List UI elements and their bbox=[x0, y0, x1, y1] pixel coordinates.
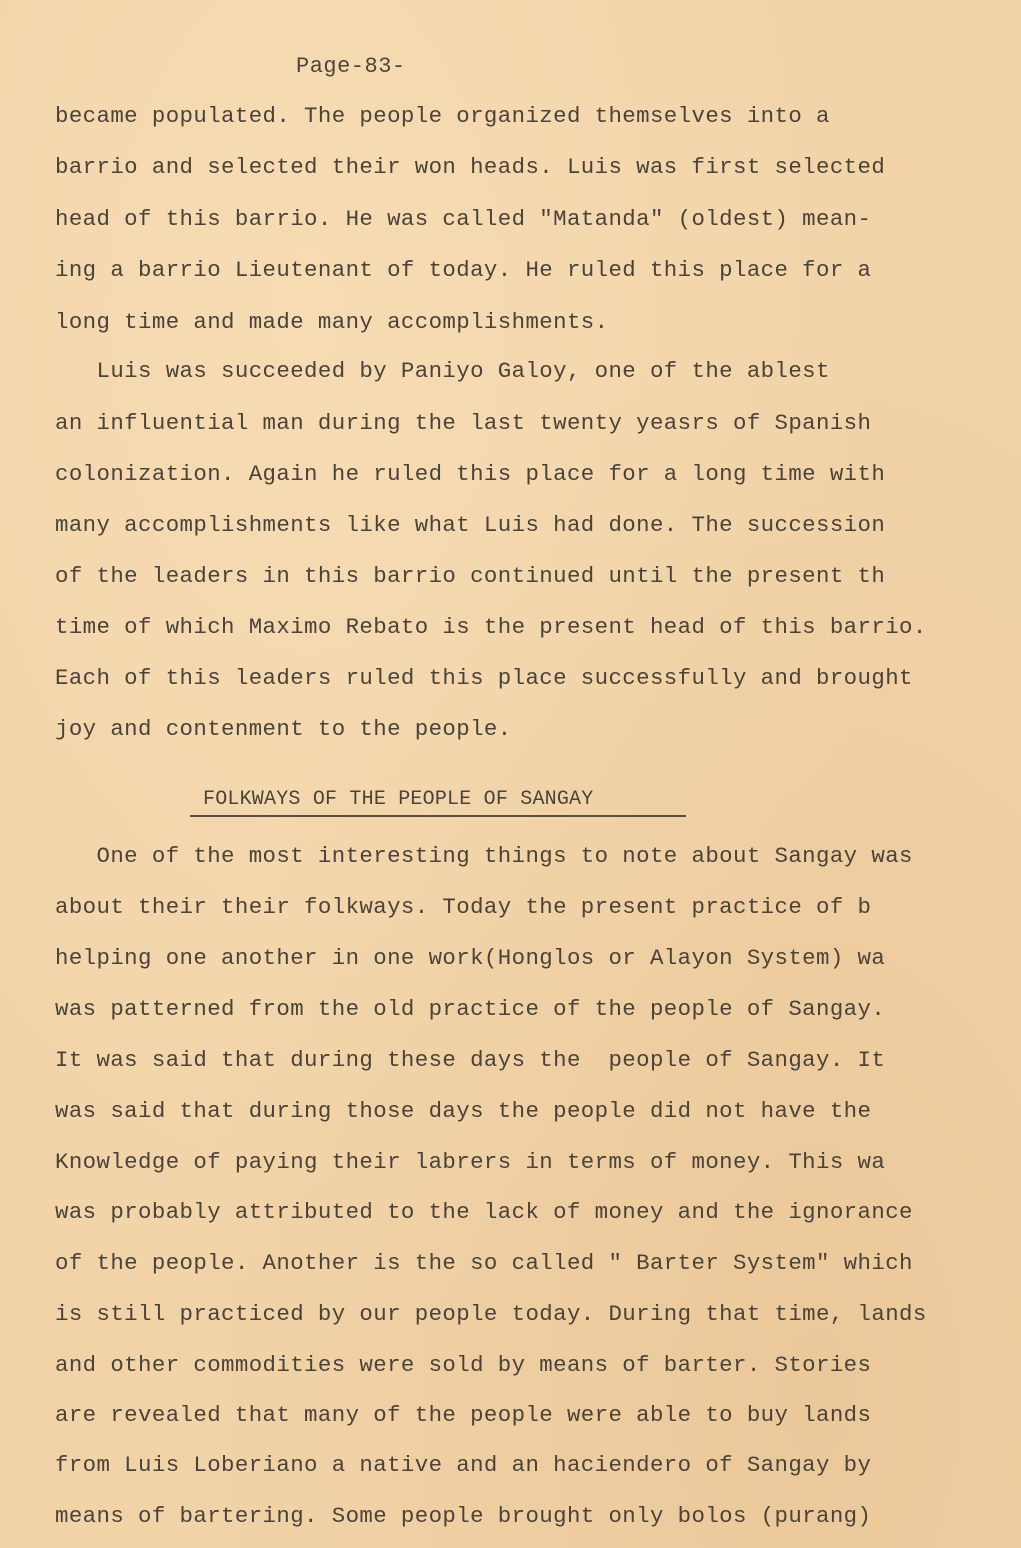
paragraph-line: barrio and selected their won heads. Luis was first selected bbox=[55, 154, 886, 180]
paragraph-line: an influential man during the last twenty yeasrs of Spanish bbox=[55, 410, 872, 436]
section-heading: FOLKWAYS OF THE PEOPLE OF SANGAY bbox=[203, 788, 594, 811]
paragraph-line: helping one another in one work(Honglos or Alayon System) wa bbox=[55, 945, 886, 971]
paragraph-line: was patterned from the old practice of the people of Sangay. bbox=[55, 996, 886, 1022]
paragraph-line: joy and contenment to the people. bbox=[55, 716, 512, 742]
paragraph-line: means of bartering. Some people brought only bolos (purang) bbox=[55, 1503, 872, 1529]
heading-underline bbox=[190, 815, 686, 817]
paragraph-line: Each of this leaders ruled this place successfully and brought bbox=[55, 665, 913, 691]
paragraph-line: One of the most interesting things to note about Sangay was bbox=[55, 843, 913, 869]
paragraph-line: ing a barrio Lieutenant of today. He ruled this place for a bbox=[55, 257, 872, 283]
paragraph-line: many accomplishments like what Luis had done. The succession bbox=[55, 512, 886, 538]
paragraph-line: Knowledge of paying their labrers in terms of money. This wa bbox=[55, 1149, 886, 1175]
paragraph-line: was said that during those days the people did not have the bbox=[55, 1098, 872, 1124]
paragraph-line: colonization. Again he ruled this place for a long time with bbox=[55, 461, 886, 487]
paragraph-line: is still practiced by our people today. During that time, lands bbox=[55, 1301, 927, 1327]
paragraph-line: became populated. The people organized themselves into a bbox=[55, 103, 830, 129]
paragraph-line: long time and made many accomplishments. bbox=[55, 309, 609, 335]
paragraph-line: was probably attributed to the lack of money and the ignorance bbox=[55, 1199, 913, 1225]
paragraph-line: of the people. Another is the so called " Barter System" which bbox=[55, 1250, 913, 1276]
page-number: Page-83- bbox=[296, 54, 406, 79]
paragraph-line: of the leaders in this barrio continued until the present th bbox=[55, 563, 886, 589]
paragraph-line: Luis was succeeded by Paniyo Galoy, one of the ablest bbox=[55, 358, 830, 384]
paragraph-line: head of this barrio. He was called "Matanda" (oldest) mean- bbox=[55, 206, 872, 232]
paragraph-line: time of which Maximo Rebato is the present head of this barrio. bbox=[55, 614, 927, 640]
paragraph-line: from Luis Loberiano a native and an haciendero of Sangay by bbox=[55, 1452, 872, 1478]
paragraph-line: about their their folkways. Today the present practice of b bbox=[55, 894, 872, 920]
paragraph-line: are revealed that many of the people were able to buy lands bbox=[55, 1402, 872, 1428]
paragraph-line: and other commodities were sold by means of barter. Stories bbox=[55, 1352, 872, 1378]
paragraph-line: It was said that during these days the people of Sangay. It bbox=[55, 1047, 886, 1073]
